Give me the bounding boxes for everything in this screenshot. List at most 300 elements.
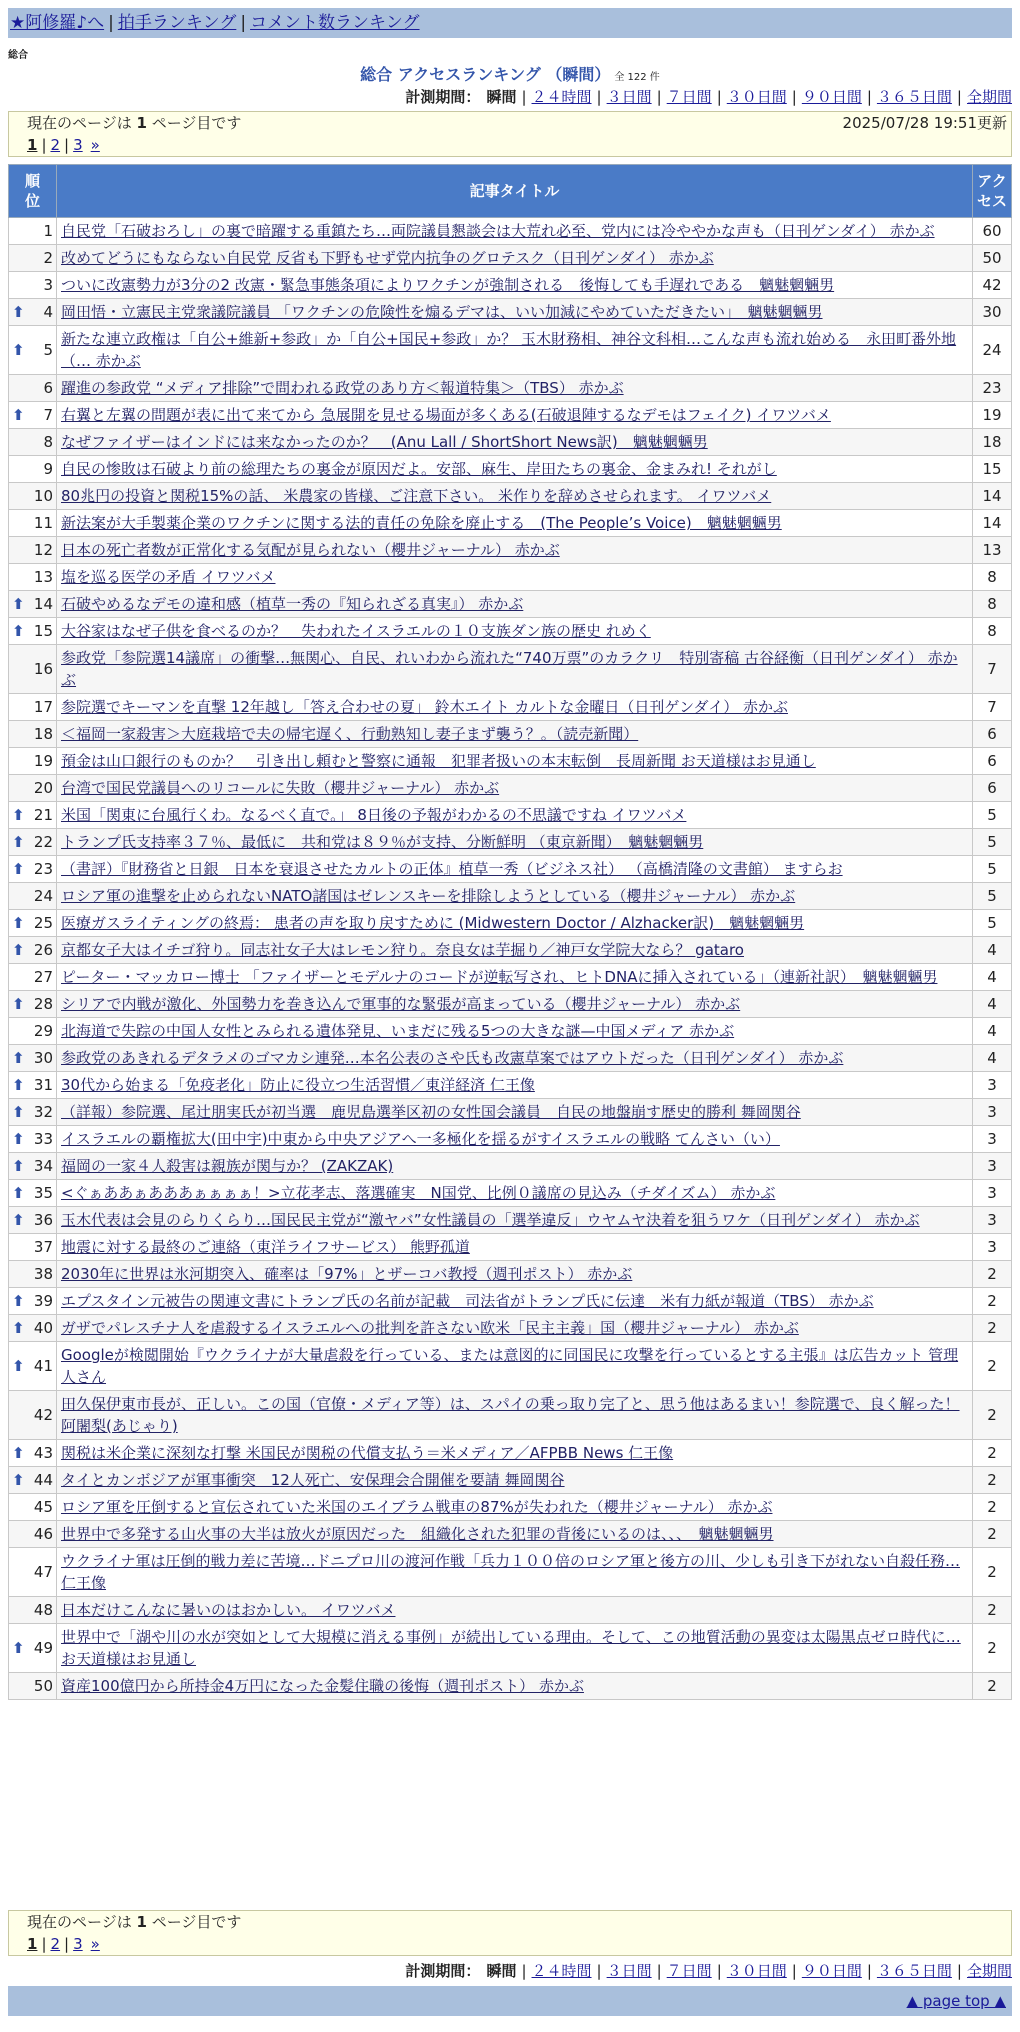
access-count: 4: [973, 964, 1012, 991]
period-link-7d[interactable]: ７日間: [666, 88, 712, 106]
title-cell: [57, 1072, 973, 1099]
access-count: 5: [973, 856, 1012, 883]
up-arrow-icon: ⬆: [12, 833, 25, 851]
rank-cell: [9, 1391, 57, 1440]
nav-link-comment-ranking[interactable]: コメント数ランキング: [250, 13, 420, 33]
article-title-link[interactable]: 30代から始まる「免疫老化」防止に役立つ生活習慣／東洋経済 仁王像: [61, 1076, 535, 1094]
rank-number: 28: [33, 995, 53, 1013]
rank-number: 6: [43, 379, 53, 397]
rank-number: 10: [33, 487, 53, 505]
article-title-link[interactable]: 医療ガスライティングの終焉： 患者の声を取り戻すために (Midwestern Doctor / Alzhacker訳) 魑魅魍魎男: [61, 914, 805, 932]
table-row: [9, 618, 1012, 645]
access-count: 3: [973, 1126, 1012, 1153]
rank-number: 43: [33, 1444, 53, 1462]
article-title-link[interactable]: 石破やめるなデモの違和感（植草一秀の『知られざる真実』） 赤かぶ: [61, 595, 524, 613]
rank-cell: [9, 402, 57, 429]
nav-link-applause-ranking[interactable]: 拍手ランキング: [117, 13, 237, 33]
rank-cell: [9, 1342, 57, 1391]
rank-cell: [9, 883, 57, 910]
table-row: [9, 218, 1012, 245]
period-link-90d[interactable]: ９０日間: [801, 88, 862, 106]
access-count: 7: [973, 645, 1012, 694]
rank-cell: [9, 1440, 57, 1467]
up-arrow-icon: ⬆: [12, 941, 25, 959]
access-count: 3: [973, 1099, 1012, 1126]
access-count: 2: [973, 1597, 1012, 1624]
rank-number: 49: [33, 1639, 53, 1657]
rank-cell: [9, 694, 57, 721]
rank-number: 41: [33, 1357, 53, 1375]
table-row: [9, 1391, 1012, 1440]
pager-links-bottom: 1 | 2 | 3 »: [27, 1935, 100, 1953]
access-count: 3: [973, 1153, 1012, 1180]
title-cell: [57, 429, 973, 456]
table-row: [9, 272, 1012, 299]
title-cell: [57, 1597, 973, 1624]
article-title-link[interactable]: ピーター・マッカロー博士 「ファイザーとモデルナのコードが逆転写され、ヒトDNAに挿入されている」（連新社訳） 魑魅魍魎男: [61, 968, 938, 986]
table-row: [9, 802, 1012, 829]
article-title-link[interactable]: シリアで内戦が激化、外国勢力を巻き込んで軍事的な緊張が高まっている（櫻井ジャーナル） 赤かぶ: [61, 995, 741, 1013]
up-arrow-icon: ⬆: [12, 1049, 25, 1067]
title-cell: [57, 564, 973, 591]
title-cell: [57, 1391, 973, 1440]
article-title-link[interactable]: （詳報）参院選、尾辻朋実氏が初当選 鹿児島選挙区初の女性国会議員 自民の地盤崩す歴史的勝利 舞岡関谷: [61, 1103, 801, 1121]
rank-number: 2: [43, 249, 53, 267]
article-title-link[interactable]: ロシア軍を圧倒すると宣伝されていた米国のエイブラム戦車の87%が失われた（櫻井ジャーナル） 赤かぶ: [61, 1498, 773, 1516]
title-cell: [57, 510, 973, 537]
rank-cell: [9, 1624, 57, 1673]
article-title-link[interactable]: 大谷家はなぜ子供を食べるのか？ 失われたイスラエルの１０支族ダン族の歴史 れめく: [61, 622, 651, 640]
table-row: [9, 1440, 1012, 1467]
access-count: 23: [973, 375, 1012, 402]
title-cell: [57, 218, 973, 245]
category-label: 総合: [8, 50, 28, 61]
access-count: 2: [973, 1288, 1012, 1315]
table-row: [9, 775, 1012, 802]
table-row: [9, 1153, 1012, 1180]
article-title-link[interactable]: 関税は米企業に深刻な打撃 米国民が関税の代償支払う＝米メディア／AFPBB News 仁王像: [61, 1444, 674, 1462]
table-row: [9, 1045, 1012, 1072]
up-arrow-icon: ⬆: [12, 1357, 25, 1375]
period-link-30d[interactable]: ３０日間: [726, 1962, 787, 1980]
table-row: [9, 1099, 1012, 1126]
article-title-link[interactable]: 参政党「参院選14議席」の衝撃…無関心、自民、れいわから流れた“740万票”のカラクリ 特別寄稿 古谷経衡（日刊ゲンダイ） 赤かぶ: [61, 649, 958, 689]
up-arrow-icon: ⬆: [12, 1130, 25, 1148]
pager-current-page: 1: [27, 1935, 38, 1953]
rank-cell: [9, 910, 57, 937]
table-row: [9, 748, 1012, 775]
title-cell: [57, 456, 973, 483]
article-title-link[interactable]: （書評）『財務省と日銀 日本を衰退させたカルトの正体』植草一秀（ビジネス社） （高橋清隆の文書館） ますらお: [61, 860, 843, 878]
table-row: [9, 1207, 1012, 1234]
article-title-link[interactable]: 福岡の一家４人殺害は親族が関与か？ (ZAKZAK): [61, 1157, 394, 1175]
title-cell: [57, 1440, 973, 1467]
access-count: 4: [973, 991, 1012, 1018]
access-count: 5: [973, 802, 1012, 829]
article-title-link[interactable]: 塩を巡る医学の矛盾 イワツバメ: [61, 568, 276, 586]
rank-number: 16: [33, 660, 53, 678]
rank-number: 18: [33, 725, 53, 743]
title-cell: [57, 1207, 973, 1234]
rank-cell: [9, 483, 57, 510]
rank-cell: [9, 1288, 57, 1315]
rank-cell: [9, 802, 57, 829]
rank-number: 23: [33, 860, 53, 878]
rank-number: 50: [33, 1677, 53, 1695]
table-row: [9, 1315, 1012, 1342]
access-count: 2: [973, 1315, 1012, 1342]
table-row: [9, 402, 1012, 429]
rank-number: 5: [43, 341, 53, 359]
rank-cell: [9, 429, 57, 456]
access-count: 6: [973, 775, 1012, 802]
title-cell: [57, 694, 973, 721]
rank-cell: [9, 618, 57, 645]
article-title-link[interactable]: 新法案が大手製薬企業のワクチンに関する法的責任の免除を廃止する (The People’s Voice) 魑魅魍魎男: [61, 514, 782, 532]
access-count: 2: [973, 1440, 1012, 1467]
title-cell: [57, 1099, 973, 1126]
table-row: [9, 429, 1012, 456]
pager-status-bottom: 現在のページは 1 ページ目です: [27, 1913, 242, 1931]
article-title-link[interactable]: 改めてどうにもならない自民党 反省も下野もせず党内抗争のグロテスク（日刊ゲンダイ） 赤かぶ: [61, 249, 714, 267]
title-cell: [57, 1467, 973, 1494]
period-link-365d[interactable]: ３６５日間: [876, 1962, 952, 1980]
pager-page-3[interactable]: 3: [73, 1935, 83, 1953]
access-count: 5: [973, 910, 1012, 937]
article-title-link[interactable]: ロシア軍の進撃を止められないNATO諸国はゼレンスキーを排除しようとしている（櫻井ジャーナル） 赤かぶ: [61, 887, 796, 905]
up-arrow-icon: ⬆: [12, 595, 25, 613]
title-cell: [57, 748, 973, 775]
access-count: 2: [973, 1467, 1012, 1494]
pager-status: 現在のページは 1 ページ目です 2025/07/28 19:51更新: [27, 114, 1007, 132]
table-row: [9, 1234, 1012, 1261]
rank-cell: [9, 645, 57, 694]
rank-cell: [9, 375, 57, 402]
access-count: 2: [973, 1673, 1012, 1700]
table-row: [9, 326, 1012, 375]
period-link-3d[interactable]: ３日間: [606, 1962, 652, 1980]
article-title-link[interactable]: 北海道で失踪の中国人女性とみられる遺体発見、いまだに残る5つの大きな謎—中国メディア 赤かぶ: [61, 1022, 735, 1040]
page-title-row: [0, 62, 1020, 85]
rank-number: 35: [33, 1184, 53, 1202]
rank-cell: [9, 272, 57, 299]
period-link-24h[interactable]: ２４時間: [531, 1962, 592, 1980]
access-count: 60: [973, 218, 1012, 245]
access-count: 15: [973, 456, 1012, 483]
access-count: 2: [973, 1391, 1012, 1440]
title-cell: [57, 1494, 973, 1521]
rank-number: 34: [33, 1157, 53, 1175]
rank-number: 48: [33, 1601, 53, 1619]
access-count: 13: [973, 537, 1012, 564]
access-count: 6: [973, 748, 1012, 775]
up-arrow-icon: ⬆: [12, 1319, 25, 1337]
rank-number: 38: [33, 1265, 53, 1283]
nav-link-asyura[interactable]: ★阿修羅♪へ: [10, 13, 105, 33]
rank-cell: [9, 564, 57, 591]
article-title-link[interactable]: 玉木代表は会見のらりくらり…国民民主党が“激ヤバ”女性議員の「選挙違反」ウヤムヤ決着を狙うワケ（日刊ゲンダイ） 赤かぶ: [61, 1211, 920, 1229]
rank-number: 11: [33, 514, 53, 532]
period-link-30d[interactable]: ３０日間: [726, 88, 787, 106]
rank-cell: [9, 748, 57, 775]
table-row: [9, 510, 1012, 537]
rank-cell: [9, 964, 57, 991]
article-title-link[interactable]: ウクライナ軍は圧倒的戦力差に苦境…ドニプロ川の渡河作戦「兵力１００倍のロシア軍と後方の川、少しも引き下がれない自殺任務… 仁王像: [61, 1552, 960, 1592]
period-link-all[interactable]: 全期間: [966, 1962, 1012, 1980]
article-title-link[interactable]: 世界中で多発する山火事の大半は放火が原因だった 組織化された犯罪の背後にいるのは、、、 魑魅魍魎男: [61, 1525, 774, 1543]
article-title-link[interactable]: <ぐぁああぁあああぁぁぁぁ！>立花孝志、落選確実 N国党、比例０議席の見込み（チダイズム） 赤かぶ: [61, 1184, 776, 1202]
period-link-90d[interactable]: ９０日間: [801, 1962, 862, 1980]
table-row: [9, 537, 1012, 564]
rank-number: 3: [43, 276, 53, 294]
up-arrow-icon: ⬆: [12, 860, 25, 878]
title-cell: [57, 1673, 973, 1700]
title-cell: [57, 272, 973, 299]
access-count: 7: [973, 694, 1012, 721]
title-cell: [57, 591, 973, 618]
article-title-link[interactable]: 米国「関東に台風行くわ。なるべく直で。」 8日後の予報がわかるの不思議ですね イワツバメ: [61, 806, 687, 824]
title-cell: [57, 1126, 973, 1153]
article-title-link[interactable]: トランプ氏支持率３７％、最低に 共和党は８９％が支持、分断鮮明 （東京新聞） 魑魅魍魎男: [61, 833, 704, 851]
header-rank: 順位: [9, 165, 57, 218]
nav-separator: |: [108, 13, 114, 33]
table-row: [9, 1597, 1012, 1624]
rank-cell: [9, 1597, 57, 1624]
rank-number: 42: [33, 1406, 53, 1424]
article-title-link[interactable]: 日本だけこんなに暑いのはおかしい。 イワツバメ: [61, 1601, 396, 1619]
access-count: 6: [973, 721, 1012, 748]
title-cell: [57, 537, 973, 564]
rank-cell: [9, 1207, 57, 1234]
table-row: [9, 694, 1012, 721]
period-link-24h[interactable]: ２４時間: [531, 88, 592, 106]
access-count: 4: [973, 1018, 1012, 1045]
article-title-link[interactable]: 資産100億円から所持金4万円になった金髪住職の後悔（週刊ポスト） 赤かぶ: [61, 1677, 584, 1695]
rank-number: 14: [33, 595, 53, 613]
title-cell: [57, 775, 973, 802]
access-count: 2: [973, 1261, 1012, 1288]
article-title-link[interactable]: 京都女子大はイチゴ狩り。同志社女子大はレモン狩り。奈良女は芋掘り／神戸女学院大なら？ gataro: [61, 941, 744, 959]
article-title-link[interactable]: 参政党のあきれるデタラメのゴマカシ連発…本名公表のさや氏も改憲草案ではアウトだった（日刊ゲンダイ） 赤かぶ: [61, 1049, 844, 1067]
rank-number: 7: [43, 406, 53, 424]
access-count: 2: [973, 1494, 1012, 1521]
article-title-link[interactable]: 岡田悟・立憲民主党衆議院議員 「ワクチンの危険性を煽るデマは、いい加減にやめていただきたい」 魑魅魍魎男: [61, 303, 823, 321]
access-count: 8: [973, 618, 1012, 645]
rank-cell: [9, 245, 57, 272]
table-row: [9, 1467, 1012, 1494]
pager-page-2[interactable]: 2: [50, 1935, 61, 1953]
article-title-link[interactable]: 躍進の参政党 “メディア排除”で問われる政党のあり方＜報道特集＞（TBS） 赤かぶ: [61, 379, 624, 397]
period-link-all[interactable]: 全期間: [966, 88, 1012, 106]
rank-number: 24: [33, 887, 53, 905]
title-cell: [57, 1315, 973, 1342]
rank-cell: [9, 326, 57, 375]
article-title-link[interactable]: 日本の死亡者数が正常化する気配が見られない（櫻井ジャーナル） 赤かぶ: [61, 541, 560, 559]
title-cell: [57, 1045, 973, 1072]
up-arrow-icon: ⬆: [12, 1471, 25, 1489]
pager-page-3[interactable]: 3: [73, 136, 83, 154]
access-count: 18: [973, 429, 1012, 456]
rank-number: 8: [43, 433, 53, 451]
article-title-link[interactable]: 自民の惨敗は石破より前の総理たちの裏金が原因だよ。安部、麻生、岸田たちの裏金、金まみれ! それがし: [61, 460, 777, 478]
table-row: [9, 456, 1012, 483]
rank-cell: [9, 1072, 57, 1099]
page-top-link[interactable]: ▲ page top ▲: [906, 1992, 1006, 2010]
table-row: [9, 964, 1012, 991]
rank-number: 4: [43, 303, 53, 321]
table-row: [9, 564, 1012, 591]
rank-number: 39: [33, 1292, 53, 1310]
article-title-link[interactable]: 2030年に世界は氷河期突入、確率は「97%」とザーコバ教授（週刊ポスト） 赤かぶ: [61, 1265, 633, 1283]
article-title-link[interactable]: タイとカンボジアが軍事衝突 12人死亡、安保理会合開催を要請 舞岡関谷: [61, 1471, 565, 1489]
rank-number: 17: [33, 698, 53, 716]
access-count: 4: [973, 1045, 1012, 1072]
title-cell: [57, 856, 973, 883]
access-count: 2: [973, 1624, 1012, 1673]
title-cell: [57, 1624, 973, 1673]
rank-number: 46: [33, 1525, 53, 1543]
article-title-link[interactable]: 右翼と左翼の問題が表に出て来てから 急展開を見せる場面が多くある(石破退陣するなデモはフェイク) イワツバメ: [61, 406, 831, 424]
rank-cell: [9, 218, 57, 245]
article-title-link[interactable]: Googleが検閲開始『ウクライナが大量虐殺を行っている、または意図的に同国民に攻撃を行っているとする主張』は広告カット 管理人さん: [61, 1346, 959, 1386]
period-current: 瞬間: [486, 1962, 517, 1980]
top-nav-bar: [8, 8, 1012, 38]
access-count: 3: [973, 1234, 1012, 1261]
footer-bar: [8, 1986, 1012, 2016]
article-title-link[interactable]: 地震に対する最終のご連絡（東洋ライフサービス） 熊野孤道: [61, 1238, 470, 1256]
article-title-link[interactable]: 台湾で国民党議員へのリコールに失敗（櫻井ジャーナル） 赤かぶ: [61, 779, 500, 797]
title-cell: [57, 402, 973, 429]
rank-cell: [9, 1234, 57, 1261]
up-arrow-icon: ⬆: [12, 806, 25, 824]
pager-next[interactable]: »: [90, 1935, 100, 1953]
table-row: [9, 1072, 1012, 1099]
table-row: [9, 1624, 1012, 1673]
rank-number: 22: [33, 833, 53, 851]
article-title-link[interactable]: 参院選でキーマンを直撃 12年越し「答え合わせの夏」 鈴木エイト カルトな金曜日（日刊ゲンダイ） 赤かぶ: [61, 698, 788, 716]
rank-cell: [9, 991, 57, 1018]
access-count: 3: [973, 1072, 1012, 1099]
rank-cell: [9, 1494, 57, 1521]
title-cell: [57, 937, 973, 964]
table-row: [9, 245, 1012, 272]
article-title-link[interactable]: 預金は山口銀行のものか？ 引き出し頼むと警察に通報 犯罪者扱いの本末転倒 長周新聞 お天道様はお見通し: [61, 752, 816, 770]
rank-cell: [9, 1673, 57, 1700]
rank-cell: [9, 1180, 57, 1207]
title-cell: [57, 483, 973, 510]
pager-next[interactable]: »: [90, 136, 100, 154]
title-cell: [57, 1288, 973, 1315]
access-count: 19: [973, 402, 1012, 429]
rank-number: 44: [33, 1471, 53, 1489]
pager-links: 1 | 2 | 3 »: [27, 136, 100, 154]
article-title-link[interactable]: なぜファイザーはインドには来なかったのか？ (Anu Lall / ShortShort News訳) 魑魅魍魎男: [61, 433, 708, 451]
total-count: 全 122 件: [614, 72, 660, 83]
rank-cell: [9, 1315, 57, 1342]
rank-cell: [9, 1099, 57, 1126]
rank-cell: [9, 775, 57, 802]
article-title-link[interactable]: 世界中で「湖や川の水が突如として大規模に消える事例」が続出している理由。そして、この地質活動の異変は太陽黒点ゼロ時代に… お天道様はお見通し: [61, 1628, 961, 1668]
up-arrow-icon: ⬆: [12, 1157, 25, 1175]
table-row: [9, 1548, 1012, 1597]
table-row: [9, 299, 1012, 326]
rank-number: 47: [33, 1563, 53, 1581]
table-row: [9, 937, 1012, 964]
rank-number: 25: [33, 914, 53, 932]
article-title-link[interactable]: ついに改憲勢力が3分の2 改憲・緊急事態条項によりワクチンが強制される 後悔しても手遅れである 魑魅魍魎男: [61, 276, 835, 294]
table-row: [9, 1494, 1012, 1521]
nav-separator: |: [240, 13, 247, 33]
table-row: [9, 856, 1012, 883]
rank-number: 1: [43, 222, 53, 240]
article-title-link[interactable]: 自民党「石破おろし」の裏で暗躍する重鎮たち…両院議員懇談会は大荒れ必至、党内には冷ややかな声も（日刊ゲンダイ） 赤かぶ: [61, 222, 935, 240]
title-cell: [57, 991, 973, 1018]
up-arrow-icon: ⬆: [12, 1211, 25, 1229]
rank-number: 45: [33, 1498, 53, 1516]
table-row: [9, 1342, 1012, 1391]
pager-page-2[interactable]: 2: [50, 136, 61, 154]
rank-cell: [9, 829, 57, 856]
period-link-3d[interactable]: ３日間: [606, 88, 652, 106]
title-cell: [57, 1018, 973, 1045]
table-row: [9, 1288, 1012, 1315]
article-title-link[interactable]: 田久保伊東市長が、正しい。この国（官僚・メディア等）は、スパイの乗っ取り完了と、思う他はあるまい！参院選で、良く解った！ 阿闍梨(あじゃり): [61, 1395, 960, 1435]
period-link-7d[interactable]: ７日間: [666, 1962, 712, 1980]
pager-current-page: 1: [27, 136, 38, 154]
rank-number: 36: [33, 1211, 53, 1229]
article-title-link[interactable]: 新たな連立政権は「自公+維新+参政」か「自公+国民+参政」か？ 玉木財務相、神谷文科相…こんな声も流れ始める 永田町番外地（… 赤かぶ: [61, 330, 957, 370]
table-row: [9, 591, 1012, 618]
rank-number: 26: [33, 941, 53, 959]
title-cell: [57, 245, 973, 272]
title-cell: [57, 645, 973, 694]
table-row: [9, 1126, 1012, 1153]
table-row: [9, 483, 1012, 510]
pager-top: [8, 111, 1012, 157]
article-title-link[interactable]: ＜福岡一家殺害＞大庭栽培で夫の帰宅遅く、行動熟知し妻子まず襲う？。（読売新聞）: [61, 725, 639, 743]
rank-cell: [9, 856, 57, 883]
rank-cell: [9, 537, 57, 564]
rank-number: 29: [33, 1022, 53, 1040]
rank-cell: [9, 456, 57, 483]
rank-number: 12: [33, 541, 53, 559]
up-arrow-icon: ⬆: [12, 995, 25, 1013]
access-count: 5: [973, 883, 1012, 910]
table-row: [9, 910, 1012, 937]
article-title-link[interactable]: イスラエルの覇権拡大(田中宇)中東から中央アジアへ一多極化を揺るがすイスラエルの戦略 てんさい（い）: [61, 1130, 780, 1148]
table-row: [9, 645, 1012, 694]
rank-number: 9: [43, 460, 53, 478]
table-row: [9, 721, 1012, 748]
rank-number: 40: [33, 1319, 53, 1337]
rank-cell: [9, 1467, 57, 1494]
title-cell: [57, 375, 973, 402]
rank-cell: [9, 721, 57, 748]
title-cell: [57, 1153, 973, 1180]
title-cell: [57, 618, 973, 645]
title-cell: [57, 964, 973, 991]
title-cell: [57, 299, 973, 326]
access-count: 30: [973, 299, 1012, 326]
ranking-table: [8, 164, 1012, 1700]
article-title-link[interactable]: エプスタイン元被告の関連文書にトランプ氏の名前が記載 司法省がトランプ氏に伝達 米有力紙が報道（TBS） 赤かぶ: [61, 1292, 874, 1310]
rank-cell: [9, 1045, 57, 1072]
rank-cell: [9, 510, 57, 537]
table-row: [9, 1261, 1012, 1288]
article-title-link[interactable]: 80兆円の投資と関税15%の話、 米農家の皆様、ご注意下さい。 米作りを辞めさせられます。 イワツバメ: [61, 487, 772, 505]
article-title-link[interactable]: ガザでパレスチナ人を虐殺するイスラエルへの批判を許さない欧米「民主主義」国（櫻井ジャーナル） 赤かぶ: [61, 1319, 799, 1337]
period-link-365d[interactable]: ３６５日間: [876, 88, 952, 106]
